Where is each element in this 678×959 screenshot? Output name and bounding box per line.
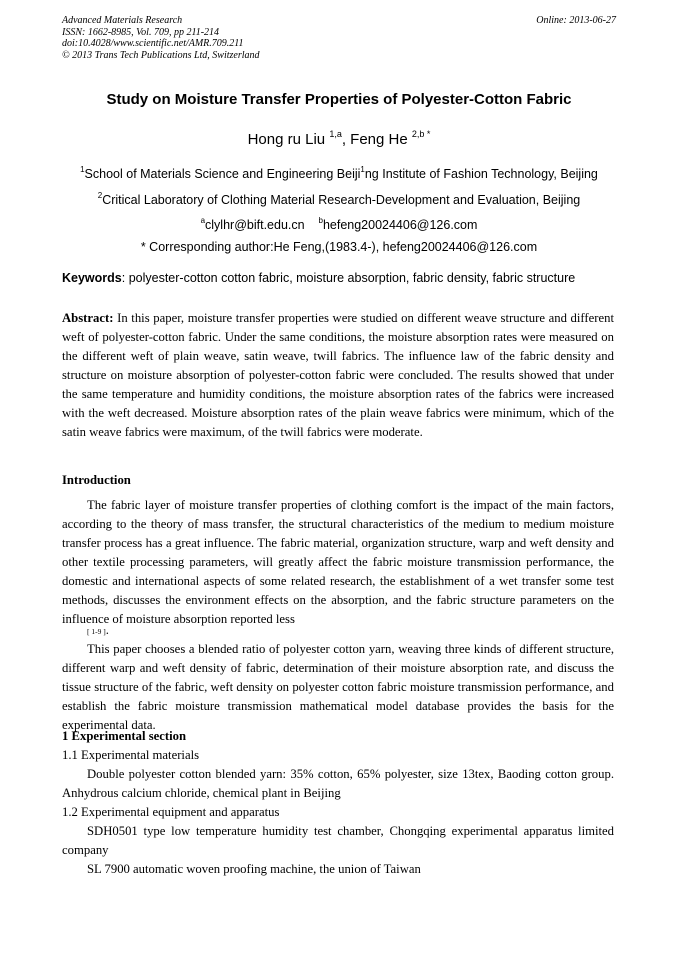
journal-name: Advanced Materials Research xyxy=(62,15,183,26)
section-1-heading: 1 Experimental section xyxy=(62,729,187,743)
intro-citation xyxy=(62,623,614,637)
subsection-1-1-text: Double polyester cotton blended yarn: 35% cotton, 65% polyester, size 13tex, Baoding cotton group. Anhydrous calcium chloride, chemical plant in Beijing xyxy=(62,767,614,800)
author-2-name: Feng He xyxy=(350,131,412,148)
keywords-text: : polyester-cotton cotton fabric, moisture absorption, fabric density, fabric structure xyxy=(121,271,576,285)
affiliation-2-sup: 2 xyxy=(97,191,103,200)
author-1-sup: 1,a xyxy=(329,129,342,139)
abstract xyxy=(62,309,614,442)
introduction-heading: Introduction xyxy=(62,473,131,487)
email-line xyxy=(0,216,678,232)
issn-line: ISSN: 1662-8985, Vol. 709, pp 211-214 xyxy=(62,26,220,38)
doi-line: doi:10.4028/www.scientific.net/AMR.709.211 xyxy=(62,38,244,49)
intro-paragraph-1-end: . xyxy=(105,623,109,637)
intro-paragraph-1-text: The fabric layer of moisture transfer properties of clothing comfort is the impact of the main factors, according to the theory of mass transfer, the structural characteristics of the medium to medium moisture transfer process has a great influence. The fabric material, organization structure, warp and weft density and other textile processing parameters, will greatly affect the fabric moisture transmission performance, the domestic and international aspects of some related research, the establishment of a wet transfer some test methods, discusses the environment effects on the absorption, and the fabric structure parameters on the influence of moisture absorption reported less xyxy=(62,498,614,626)
email-b: hefeng20024406@126.com xyxy=(322,218,478,232)
intro-paragraph-1 xyxy=(62,496,614,636)
paper-title: Study on Moisture Transfer Properties of Polyester-Cotton Fabric xyxy=(106,91,572,108)
email-b-sup: b xyxy=(318,216,323,225)
introduction-section xyxy=(62,471,614,735)
author-2-sup: 2,b * xyxy=(411,129,431,139)
email-a: clylhr@bift.edu.cn xyxy=(205,218,305,232)
intro-paragraph-2: This paper chooses a blended ratio of polyester cotton yarn, weaving three kinds of different structure, different warp and weft density of fabric, determination of their moisture absorption rate, and discuss the tissue structure of the fabric, weft density on polyester cotton fabric moisture transmission performance, and establish the fabric moisture transmission mathematical model database provides the basis for the experimental data. xyxy=(62,642,614,732)
affiliation-1-text-a: School of Materials Science and Engineering Beiji xyxy=(84,167,361,181)
author-separator: , xyxy=(341,131,351,148)
subsection-1-2-text-2: SL 7900 automatic woven proofing machine, the union of Taiwan xyxy=(87,862,421,876)
author-1-name: Hong ru Liu xyxy=(247,131,330,148)
keywords xyxy=(62,271,618,285)
affiliation-1-sup: 1 xyxy=(80,165,85,174)
corresponding-author: * Corresponding author:He Feng,(1983.4-), hefeng20024406@126.com xyxy=(140,240,538,254)
abstract-text: In this paper, moisture transfer properties were studied on different weave structure and different weft of polyester-cotton fabric. Under the same conditions, the moisture absorption rates were measured on the different weft of plain weave, satin weave, twill fabrics. The influence law of the fabric density and structure on moisture absorption of polyester-cotton fabric were concluded. The results showed that under the same temperature and humidity conditions, the moisture absorption rates of the fabrics were increased with the weft decreased. Moisture absorption rates of the plain weave fabrics were minimum, which of the satin weave fabrics were maximum, of the twill fabrics were moderate. xyxy=(62,311,614,439)
affiliation-1 xyxy=(0,165,678,181)
affiliation-1-mid-sup: 1 xyxy=(360,165,365,174)
subsection-1-2-heading: 1.2 Experimental equipment and apparatus xyxy=(62,805,280,819)
journal-header xyxy=(62,15,260,61)
affiliation-2-text: Critical Laboratory of Clothing Material Research-Development and Evaluation, Beijing xyxy=(102,193,581,207)
affiliation-1-text-b: ng Institute of Fashion Technology, Beijing xyxy=(364,167,598,181)
subsection-1-1-heading: 1.1 Experimental materials xyxy=(62,748,200,762)
intro-citation-text: [ 1-9 ] xyxy=(87,627,106,636)
author-line xyxy=(0,129,678,148)
affiliation-2 xyxy=(0,191,678,207)
experimental-section xyxy=(62,727,614,879)
copyright-line: © 2013 Trans Tech Publications Ltd, Switzerland xyxy=(62,49,260,61)
keywords-label: Keywords xyxy=(62,271,122,285)
subsection-1-2-text-1: SDH0501 type low temperature humidity test chamber, Chongqing experimental apparatus limited company xyxy=(62,824,614,857)
online-date: Online: 2013-06-27 xyxy=(536,15,616,26)
email-a-sup: a xyxy=(200,216,206,225)
abstract-label: Abstract: xyxy=(62,311,114,325)
